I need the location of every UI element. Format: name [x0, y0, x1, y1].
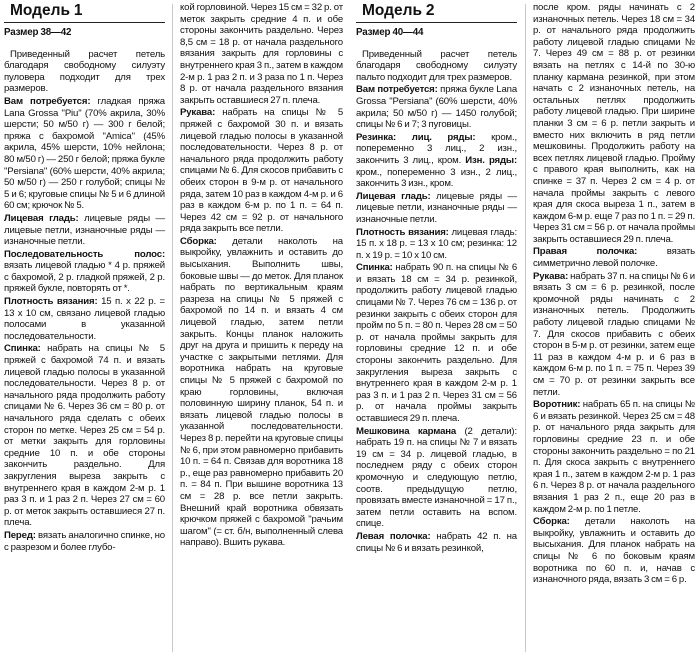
model-1-materials: Вам потребуется: гладкая пряжа Lana Grossa "Piu" (70% акрила, 30% шерсти; 50 м/50 г) — 300 г белой; пряжа с бахромой "Amica" (45% акрила, 45% шерсти, 10% нейлона; 80 м/50 г) — 250 г белой; пряжа букле "Persiana" (60% шерсти, 40% акрила; 50 м/50 г) — 250 г голубой; спицы № 5 и 6; круговые спицы № 5 и 6 длиной 60 см; крючок № 5. [4, 95, 165, 212]
model-1-size: Размер 38—42 [4, 27, 72, 38]
model-2-size: Размер 40—44 [356, 27, 424, 38]
model-2-stockinette: Лицевая гладь: лицевые ряды — лицевые петли, изнаночные ряды — изнаночные петли. [356, 190, 517, 225]
model-1-title: Модель 1 [4, 2, 165, 23]
model-1-back: Спинка: набрать на спицы № 5 пряжей с бахромой 74 п. и вязать лицевой гладью полосы в указанной последовательности. Через 8 р. от начального ряда продолжить работу спицами № 6. Через 36 см = 80 р. от начального ряда сделать с обеих сторон по метке. Через 25 см = 54 р. от метки закрыть для горловины средние 10 п. и обе стороны закончить раздельно. Для закругления выреза закрыть с внутреннего края в каждом 2-м р. 1 раз 3 п. и 1 раз 2 п. Через 27 см = 60 р. от меток закрыть оставшиеся 27 п. плеча. [4, 343, 165, 529]
column-divider [525, 4, 526, 652]
model-1-front: Перед: вязать аналогично спинке, но с разрезом и более глубо- [4, 529, 165, 553]
model-1-stripe-sequence: Последовательность полос: вязать лицевой гладью * 4 р. пряжей с бахромой, 2 р. гладкой пряжей, 2 р. пряжей букле, повторять от *. [4, 248, 165, 295]
model-2-rib: Резинка: лиц. ряды: кром., попеременно 3 лиц., 2 изн., закончить 3 лиц., кром. Изн. ряды: кром., попеременно 3 изн., 2 лиц., закончить 3 изн., кром. [356, 131, 518, 190]
model-2-pocket: Мешковина кармана (2 детали): набрать 19 п. на спицы № 7 и вязать 19 см = 34 р. лицевой гладью, в последнем ряду с обеих сторон кромочную и следующую петлю, соотв. предыдущую петлю, провязать вместе изнаночной = 17 п., затем петли оставить на вспом. спице. [356, 425, 517, 530]
model-2-column-right [533, 2, 695, 587]
model-1-assembly: Сборка: детали наколоть на выкройку, увлажнить и оставить до высыхания. Выполнить швы, боковые швы — до меток. Для планок набрать по вертикальным краям разреза на спицы № 5 пряжей с бахромой по 14 п. и вязать 4 см лицевой гладью, затем петли закрыть. Концы планок наложить друг на друга и пришить к переду на участке с закрытыми петлями. Для воротника набрать на круговые спицы № 5 пряжей с бахромой по краю горловины, включая половинную ширину планок, 54 п. и вязать лицевой гладью полосы в указанной последовательности. Через 8 р. перейти на круговые спицы № 6, при этом равномерно прибавить 10 п. = 64 п. Связав для воротника 18 р., еще раз равномерно прибавить 20 п. = 84 п. При вышине воротника 13 см = 28 р. все петли закрыть. Внешний край воротника обвязать крючком пряжей с бахромой "рачьим шагом" (= ст. б/н, выполненный слева направо). Вшить рукава. [180, 235, 343, 549]
model-2-left-front-continued: после кром. ряды начинать с 2 изнаночных петель. Через 18 см = 34 р. от начального ряда продолжить работу лицевой гладью спицами № 7. Через 49 см = 88 р. от резинки вязать на петлях с 14-й по 30-ю планку кармана резинкой, при этом начать с 2 изнаночных петель, на остальных петлях продолжить работу лицевой гладью. При ширине планки 3 см = 6 р. петли закрыть и вместо них включить в ряд петли мешковины. Продолжить работу на всех петлях лицевой гладью. Пройму с правого края выполнить, как на спинке = 37 п. Через 2 см = 4 р. от начала проймы закрыть с левого края для скоса выреза 1 п., затем в каждом 6-м р. еще 7 раз по 1 п. = 29 п. Через 31 см = 56 р. от начала проймы закрыть оставшиеся 29 п. плеча. [533, 2, 695, 245]
model-2-gauge: Плотность вязания: лицевая гладь: 15 п. х 18 р. = 13 х 10 см; резинка: 12 п. х 19 р. = 10 х 10 см. [356, 226, 517, 261]
model-2-column-left [356, 2, 517, 555]
model-2-left-front: Левая полочка: набрать 42 п. на спицы № 6 и вязать резинкой, [356, 530, 517, 554]
column-divider [172, 4, 173, 652]
model-1-sleeves: Рукава: набрать на спицы № 5 пряжей с бахромой 30 п. и вязать лицевой гладью полосы в указанной последовательности. Через 8 р. от начального ряда продолжить работу спицами № 6. Для скосов прибавить с обеих сторон в 9-м р. от начального ряда, затем 10 раз в каждом 4-м р. и 6 раз в каждом 6-м р. по 1 п. = 64 п. Через 42 см = 92 р. от начального ряда закрыть все петли. [180, 107, 344, 235]
model-2-sleeves: Рукава: набрать 37 п. на спицы № 6 и вязать 3 см = 6 р. резинкой, после кромочной ряды начинать с 2 изнаночных петель. Продолжить работу лицевой гладью спицами № 7. Для скосов прибавить с обеих сторон в 5-м р. от резинки, затем еще 11 раз в каждом 4-м р. и 6 раз в каждом 6-м р. по 1 п. = 75 п. Через 39 см = 70 р. от резинки закрыть все петли. [533, 270, 696, 398]
model-2-intro: Приведенный расчет петель благодаря свободному силуэту пальто подходит для трех размеров. [356, 48, 517, 83]
model-2-collar: Воротник: набрать 65 п. на спицы № 6 и вязать резинкой. Через 25 см = 48 р. от начального ряда закрыть для горловины средние 23 п. и обе стороны закончить раздельно = по 21 п. Для скоса закрыть с внутреннего края 1 п., затем в каждом 2-м р. 1 раз 6 п. Через 8 р. от начала раздельного вязания 1 раз 2 п., еще 20 раз в каждом 2-м р. по 1 петле. [533, 399, 695, 515]
model-1-front-continued: кой горловиной. Через 15 см = 32 р. от меток закрыть средние 4 п. и обе стороны закончить раздельно. Через 8,5 см = 18 р. от начала раздельного вязания закрыть для горловины с внутреннего края 3 п., затем в каждом 2-м р. 1 раз 2 п. и 3 раза по 1 п. Через 8 р. от начала раздельного вязания закрыть оставшиеся 27 п. плеча. [180, 2, 343, 106]
model-1-column-right [180, 2, 343, 550]
model-2-assembly: Сборка: детали наколоть на выкройку, увлажнить и оставить до высыхания. Для планок набрать на спицы № 6 по боковым краям воротника по 60 п. и, начав с изнаночного ряда, вязать 3 см = 6 р. [533, 516, 695, 586]
model-1-intro: Приведенный расчет петель благодаря свободному силуэту пуловера подходит для трех размеров. [4, 48, 165, 95]
model-2-back: Спинка: набрать 90 п. на спицы № 6 и вязать 18 см = 34 р. резинкой, продолжить работу лицевой гладью спицами № 7. Через 76 см = 136 р. от резинки закрыть с обеих сторон для пройм по 5 п. = 80 п. Через 28 см = 50 р. от начала проймы закрыть для горловины средние 12 п. и обе стороны закончить раздельно. Для закругления выреза закрыть с внутреннего края в каждом 2-м р. 1 раз 3 п. и 1 раз 2 п. Через 31 см = 56 р. от начала проймы закрыть оставшиеся 29 п. плеча. [356, 262, 518, 424]
model-1-column-left [4, 2, 165, 554]
model-1-stockinette: Лицевая гладь: лицевые ряды — лицевые петли, изнаночные ряды — изнаночные петли. [4, 212, 165, 248]
model-2-right-front: Правая полочка: вязать симметрично левой полочке. [533, 246, 695, 270]
model-1-gauge: Плотность вязания: 15 п. х 22 р. = 13 х 10 см, связано лицевой гладью полосами в указанной последовательности. [4, 296, 166, 342]
model-2-title: Модель 2 [356, 2, 517, 23]
model-2-materials: Вам потребуется: пряжа букле Lana Grossa "Persiana" (60% шерсти, 40% акрила; 50 м/50 г) — 1450 голубой; спицы № 6 и 7; 3 пуговицы. [356, 84, 518, 131]
